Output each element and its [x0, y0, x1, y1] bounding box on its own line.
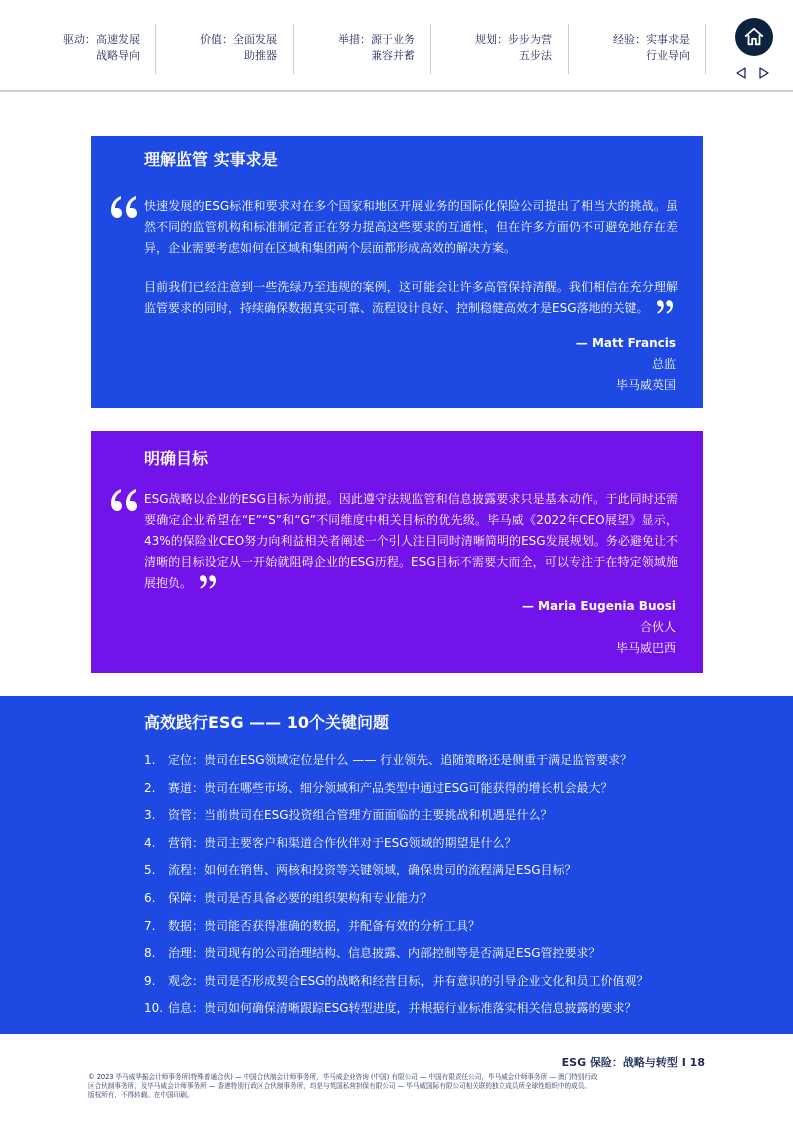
legal-line: 版权所有，不得转载。在中国印刷。 — [88, 1091, 194, 1099]
legal-line: © 2023 毕马威华振会计师事务所(特殊普通合伙) — 中国合伙制会计师事务所，毕马威企业咨询 (中国) 有限公司 — 中国有限责任公司，毕马威会计师事务所 — 澳门特别行政 — [88, 1073, 598, 1081]
nav-item-planning[interactable] — [430, 32, 568, 64]
triangle-left-icon[interactable] — [734, 66, 748, 80]
item-text: 信息：贵司如何确保清晰跟踪ESG转型进度，并根据行业标准落实相关信息披露的要求？ — [168, 1001, 637, 1016]
nav-item-line2: 战略导向 — [96, 49, 140, 62]
nav-item-value[interactable] — [155, 32, 293, 64]
item-text: 治理：贵司现有的公司治理结构、信息披露、内部控制等是否满足ESG管控要求？ — [168, 946, 601, 961]
list-item — [144, 1000, 704, 1028]
author-org: 毕马威英国 — [615, 378, 676, 392]
nav-item-driver[interactable] — [18, 32, 156, 64]
item-number: 6. — [144, 890, 156, 905]
list-item — [144, 918, 704, 946]
open-quote-icon — [109, 194, 139, 220]
list-item — [144, 752, 704, 780]
close-quote-icon — [655, 299, 675, 315]
item-number: 9. — [144, 973, 156, 988]
legal-line: 区合伙制事务所，及毕马威会计师事务所 — 香港特别行政区合伙制事务所，均是与英国私营担保有限公司 — 毕马威国际有限公司相关联的独立成员所全球性组织中的成员。 — [88, 1082, 591, 1090]
item-text: 资管：当前贵司在ESG投资组合管理方面面临的主要挑战和机遇是什么？ — [168, 808, 553, 823]
author-name: — Maria Eugenia Buosi — [521, 599, 676, 613]
item-text: 流程：如何在销售、两核和投资等关键领域，确保贵司的流程满足ESG目标？ — [168, 863, 577, 878]
open-quote-icon — [109, 487, 139, 513]
item-number: 1. — [144, 753, 156, 767]
quote-attribution — [576, 333, 676, 396]
question-list — [144, 752, 704, 1028]
author-role: 总监 — [651, 357, 676, 371]
page-footer-title: ESG 保险：战略与转型 I 18 — [561, 1056, 705, 1069]
nav-item-line2: 五步法 — [519, 49, 552, 62]
author-role: 合伙人 — [639, 620, 676, 634]
quote-title: 明确目标 — [144, 449, 209, 468]
nav-item-experience[interactable] — [568, 32, 706, 64]
section-title: 高效践行ESG —— 10个关键问题 — [144, 713, 389, 732]
item-number: 8. — [144, 946, 156, 961]
item-number: 7. — [144, 918, 156, 933]
item-text: 赛道：贵司在哪些市场、细分领域和产品类型中通过ESG可能获得的增长机会最大？ — [168, 780, 613, 795]
list-item — [144, 780, 704, 808]
item-number: 5. — [144, 863, 156, 878]
item-text: 数据：贵司能否获得准确的数据，并配备有效的分析工具？ — [168, 918, 481, 933]
top-navigation — [0, 0, 793, 92]
nav-item-line2: 行业导向 — [646, 49, 690, 62]
list-item — [144, 890, 704, 918]
list-item — [144, 973, 704, 1001]
item-text: 保障：贵司是否具备必要的组织架构和专业能力？ — [168, 890, 433, 905]
nav-item-line1: 规划：步步为营 — [475, 33, 552, 46]
quote-title: 理解监管 实事求是 — [144, 150, 278, 169]
quote-box-regulation — [91, 136, 703, 408]
close-quote-icon — [198, 574, 218, 590]
item-number: 4. — [144, 835, 156, 850]
legal-notice — [88, 1073, 706, 1100]
list-item — [144, 807, 704, 835]
nav-item-line2: 助推器 — [244, 49, 277, 62]
key-questions-section — [0, 696, 793, 1034]
quote-paragraph-1-text: ESG战略以企业的ESG目标为前提。因此遵守法规监管和信息披露要求只是基本动作。于此同时还需要确定企业希望在“E”“S”和“G”不同维度中相关目标的优先级。毕马威《2022年CEO展望》显示，43%的保险业CEO努力向利益相关者阐述一个引人注目同时清晰简明的ESG发展规划。务必避免让不清晰的目标设定从一开始就阻碍企业的ESG历程。ESG目标不需要大而全，可以专注于在特定领域施展抱负。 — [144, 492, 678, 590]
author-name: — Matt Francis — [575, 336, 676, 350]
item-number: 10. — [144, 1001, 164, 1016]
quote-paragraph-2 — [144, 277, 678, 319]
quote-paragraph-2-text: 目前我们已经注意到一些洗绿乃至违规的案例，这可能会让许多高管保持清醒。我们相信在充分理解监管要求的同时，持续确保数据真实可靠、流程设计良好、控制稳健高效才是ESG落地的关键。 — [144, 280, 678, 315]
triangle-right-icon[interactable] — [757, 66, 771, 80]
item-number: 2. — [144, 780, 156, 795]
home-icon — [743, 26, 765, 48]
nav-item-line1: 价值：全面发展 — [200, 33, 277, 46]
quote-box-targets — [91, 431, 703, 673]
list-item — [144, 862, 704, 890]
quote-paragraph-1 — [144, 489, 678, 594]
nav-item-measures[interactable] — [293, 32, 431, 64]
list-item — [144, 835, 704, 863]
nav-item-line1: 驱动：高速发展 — [63, 33, 140, 46]
item-text: 观念：贵司是否形成契合ESG的战略和经营目标，并有意识的引导企业文化和员工价值观？ — [168, 973, 649, 988]
item-text: 营销：贵司主要客户和渠道合作伙伴对于ESG领域的期望是什么？ — [168, 835, 517, 850]
item-number: 3. — [144, 808, 156, 823]
nav-item-line1: 举措：源于业务 — [338, 33, 415, 46]
quote-paragraph-1: 快速发展的ESG标准和要求对在多个国家和地区开展业务的国际化保险公司提出了相当大的挑战。虽然不同的监管机构和标准制定者正在努力提高这些要求的互通性，但在许多方面仍不可避免地存在差异，企业需要考虑如何在区域和集团两个层面都形成高效的解决方案。 — [144, 199, 678, 255]
author-org: 毕马威巴西 — [615, 641, 676, 655]
nav-divider — [705, 24, 706, 74]
home-button[interactable] — [735, 18, 773, 56]
item-text: 定位：贵司在ESG领域定位是什么 —— 行业领先、追随策略还是侧重于满足监管要求？ — [168, 753, 633, 767]
nav-item-line2: 兼容并蓄 — [371, 49, 415, 62]
quote-attribution — [522, 596, 676, 659]
nav-item-line1: 经验：实事求是 — [613, 33, 690, 46]
list-item — [144, 945, 704, 973]
